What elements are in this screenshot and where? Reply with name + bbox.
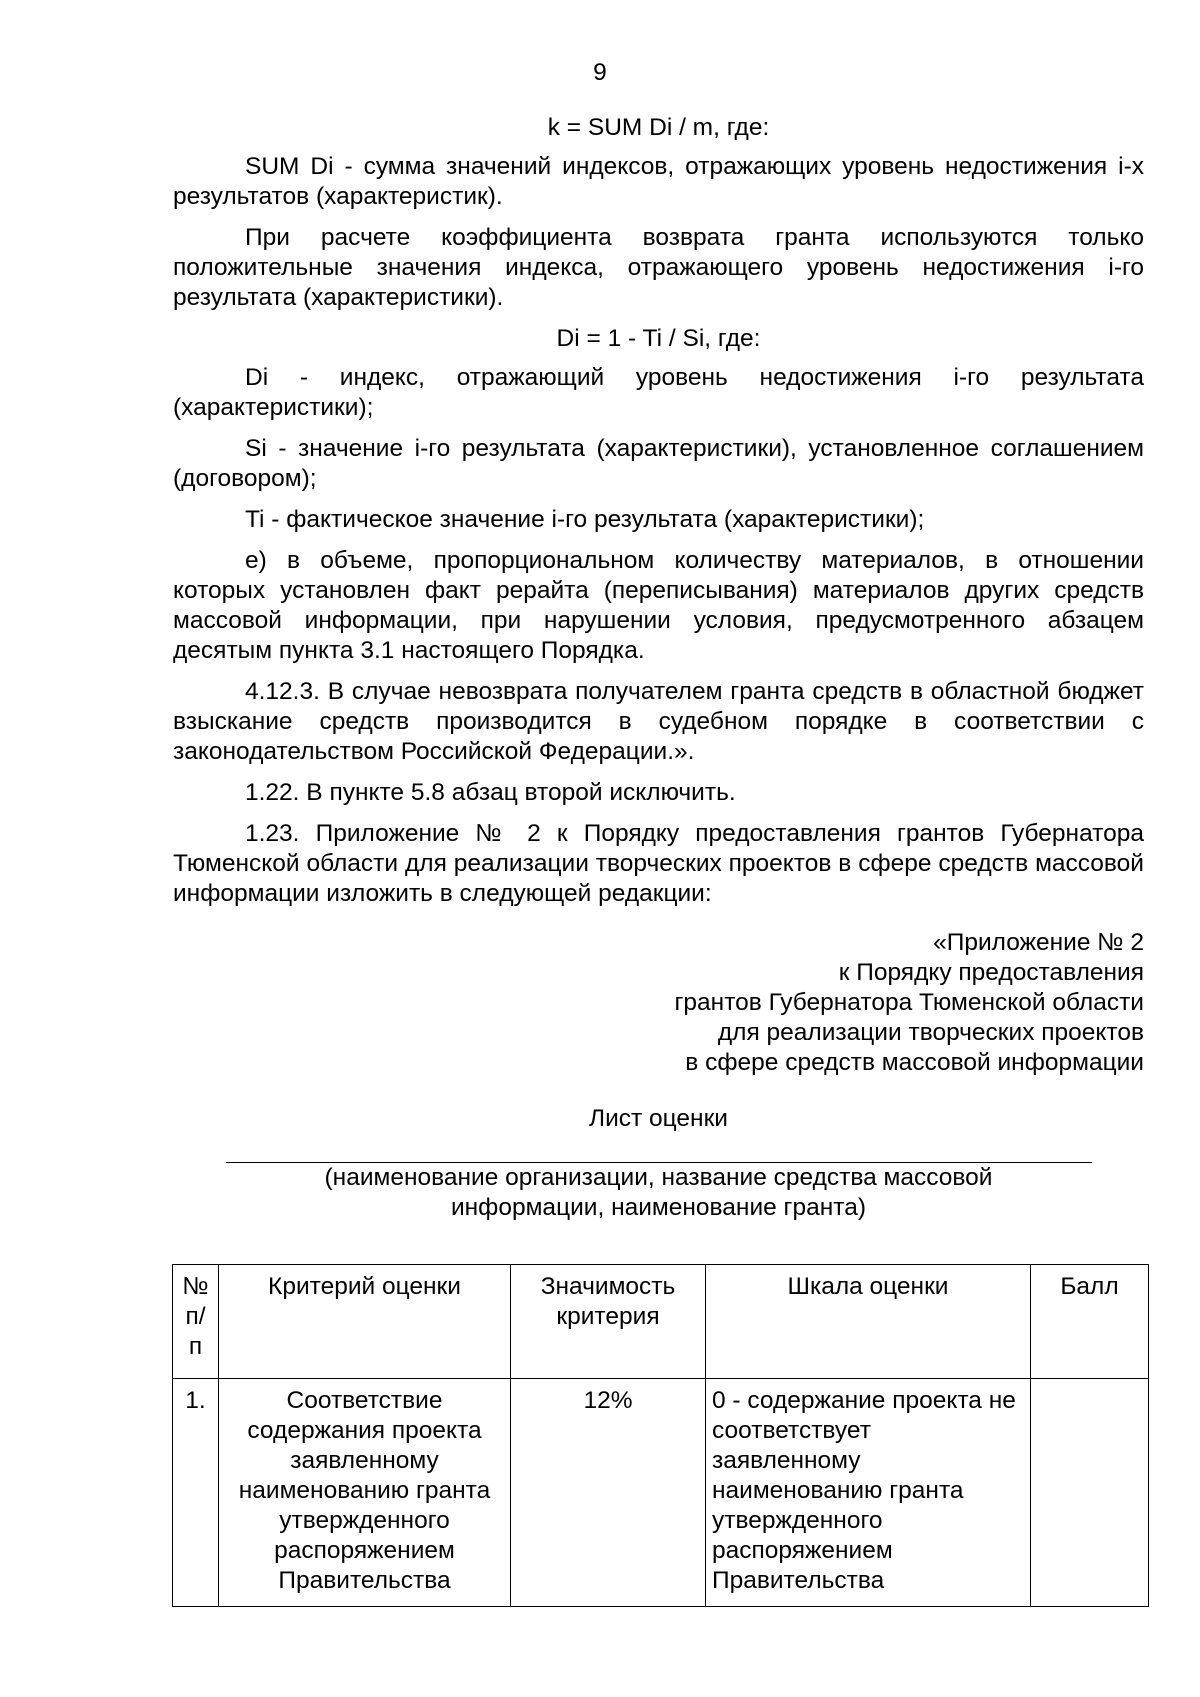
paragraph-di-definition: Di - индекс, отражающий уровень недостижения i-го результата (характеристики); <box>173 364 1144 421</box>
sheet-title: Лист оценки <box>589 1105 728 1132</box>
appendix-line: «Приложение № 2 <box>933 929 1144 956</box>
paragraph-si-definition: Si - значение i-го результата (характеристики), установленное соглашением (договором); <box>173 435 1144 492</box>
paragraph-4-12-3: 4.12.3. В случае невозврата получателем гранта средств в областной бюджет взыскание средств производится в судебном порядке в соответствии с законодательством Российской Федерации.». <box>173 678 1144 765</box>
cell-score <box>1031 1379 1149 1607</box>
evaluation-table <box>172 1264 1149 1607</box>
header-number: № п/п <box>173 1265 219 1379</box>
organization-blank-line <box>226 1147 1092 1163</box>
paragraph-1-23: 1.23. Приложение № 2 к Порядку предоставления грантов Губернатора Тюменской области для реализации творческих проектов в сфере средств массовой информации изложить в следующей редакции: <box>173 820 1144 907</box>
header-weight: Значимость критерия <box>511 1265 706 1379</box>
cell-scale: 0 - содержание проекта не соответствует заявленному наименованию гранта утвержденного распоряжением Правительства <box>706 1379 1031 1607</box>
paragraph-ti-definition: Ti - фактическое значение i-го результата (характеристики); <box>245 506 925 533</box>
cell-number: 1. <box>173 1379 219 1607</box>
appendix-line: для реализации творческих проектов <box>717 1019 1144 1046</box>
table-header-row <box>173 1265 1149 1379</box>
formula-k: k = SUM Di / m, где: <box>547 114 770 141</box>
header-criterion: Критерий оценки <box>219 1265 511 1379</box>
appendix-line: грантов Губернатора Тюменской области <box>674 989 1144 1016</box>
appendix-line: к Порядку предоставления <box>838 959 1144 986</box>
paragraph-calculation-note: При расчете коэффициента возврата гранта используются только положительные значения индекса, отражающего уровень недостижения i-го результата (характеристики). <box>173 224 1144 311</box>
paragraph-sum-di: SUM Di - сумма значений индексов, отражающих уровень недостижения i-х результатов (характеристик). <box>173 153 1144 210</box>
paragraph-1-22: 1.22. В пункте 5.8 абзац второй исключить. <box>245 779 736 806</box>
document-body <box>173 113 1144 1223</box>
page-number: 9 <box>593 59 607 86</box>
header-scale: Шкала оценки <box>706 1265 1031 1379</box>
header-score: Балл <box>1031 1265 1149 1379</box>
paragraph-clause-e: е) в объеме, пропорциональном количеству материалов, в отношении которых установлен факт рерайта (переписывания) материалов других средств массовой информации, при нарушении условия, предусмотренного абзацем десятым пункта 3.1 настоящего Порядка. <box>173 547 1144 664</box>
cell-weight: 12% <box>511 1379 706 1607</box>
appendix-line: в сфере средств массовой информации <box>685 1049 1144 1076</box>
table-row <box>173 1379 1149 1607</box>
blank-line-caption: (наименование организации, название средства массовой информации, наименование гранта) <box>324 1164 993 1221</box>
appendix-header <box>173 928 1144 1078</box>
formula-di: Di = 1 - Ti / Si, где: <box>556 325 761 352</box>
cell-criterion: Соответствие содержания проекта заявленному наименованию гранта утвержденного распоряжением Правительства <box>219 1379 511 1607</box>
